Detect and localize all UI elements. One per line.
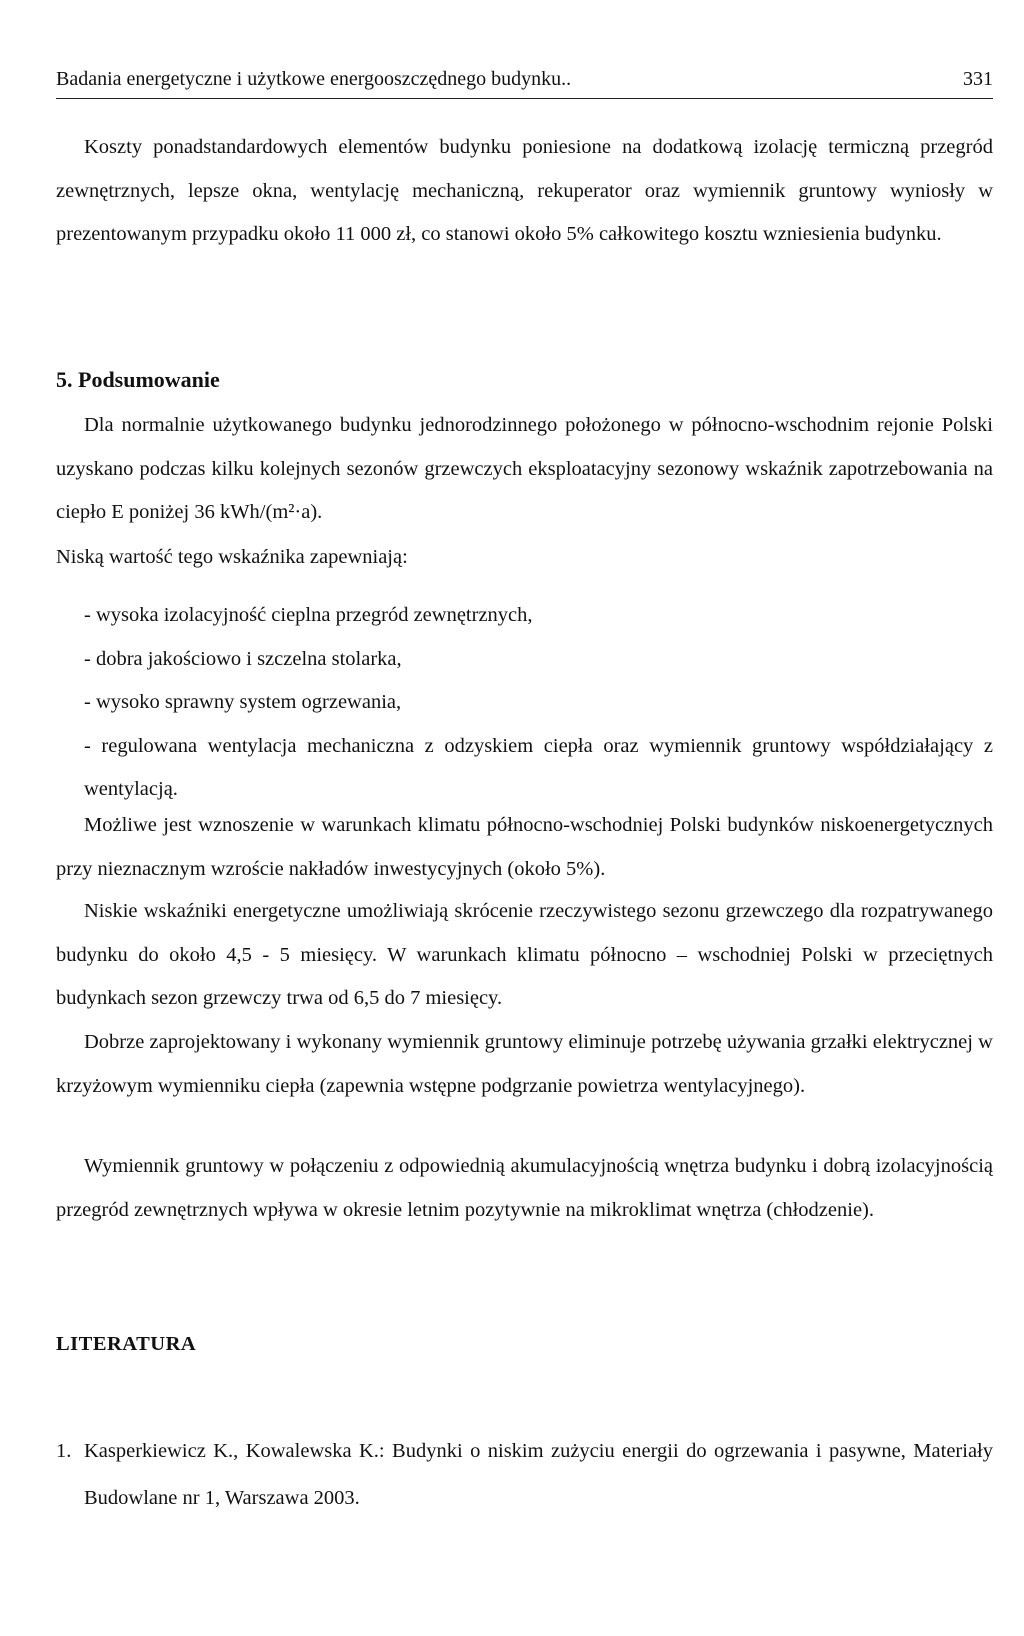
reference-text: Kasperkiewicz K., Kowalewska K.: Budynki o niskim zużyciu energii do ogrzewania i pasywne, Materiały Budowlane nr 1, Warszawa 2003.: [84, 1440, 993, 1509]
paragraph-3: Możliwe jest wznoszenie w warunkach klimatu północno-wschodniej Polski budynków niskoenergetycznych przy nieznacznym wzroście nakładów inwestycyjnych (około 5%).: [56, 814, 993, 880]
paragraph-6: Wymiennik gruntowy w połączeniu z odpowiednią akumulacyjnością wnętrza budynku i dobrą izolacyjnością przegród zewnętrznych wpływa w okresie letnim pozytywnie na mikroklimat wnętrza (chłodzenie).: [56, 1155, 993, 1221]
list-item: - regulowana wentylacja mechaniczna z odzyskiem ciepła oraz wymiennik gruntowy współdziałający z wentylacją.: [84, 734, 993, 801]
list-item: - dobra jakościowo i szczelna stolarka,: [84, 647, 402, 670]
header-title: Badania energetyczne i użytkowe energooszczędnego budynku..: [56, 68, 572, 90]
paragraph-5: Dobrze zaprojektowany i wykonany wymiennik gruntowy eliminuje potrzebę używania grzałki elektrycznej w krzyżowym wymienniku ciepła (zapewnia wstępne podgrzanie powietrza wentylacyjnego).: [56, 1031, 993, 1097]
bullet-list: [84, 594, 993, 812]
paragraph-4: Niskie wskaźniki energetyczne umożliwiają skrócenie rzeczywistego sezonu grzewczego dla rozpatrywanego budynku do około 4,5 - 5 miesięcy. W warunkach klimatu północno – wschodniej Polski w przeciętnych budynkach sezon grzewczy trwa od 6,5 do 7 miesięcy.: [56, 900, 993, 1010]
list-intro: Niską wartość tego wskaźnika zapewniają:: [56, 546, 408, 568]
running-header: [56, 64, 993, 99]
reference-list: [56, 1428, 993, 1522]
page-number: 331: [963, 68, 993, 90]
intro-paragraph: Koszty ponadstandardowych elementów budynku poniesione na dodatkową izolację termiczną przegród zewnętrznych, lepsze okna, wentylację mechaniczną, rekuperator oraz wymiennik gruntowy wyniosły w prezentowanym przypadku około 11 000 zł, co stanowi około 5% całkowitego kosztu wzniesienia budynku.: [56, 136, 993, 246]
reference-item: [56, 1428, 993, 1522]
literature-heading: LITERATURA: [56, 1333, 197, 1355]
list-item: - wysoka izolacyjność cieplna przegród zewnętrznych,: [84, 604, 533, 626]
list-item: - wysoko sprawny system ogrzewania,: [84, 691, 402, 714]
section-heading: 5. Podsumowanie: [56, 367, 220, 392]
reference-number: 1.: [56, 1440, 72, 1462]
summary-paragraph: Dla normalnie użytkowanego budynku jednorodzinnego położonego w północno-wschodnim rejonie Polski uzyskano podczas kilku kolejnych sezonów grzewczych eksploatacyjny sezonowy wskaźnik zapotrzebowania na ciepło E poniżej 36 kWh/(m²·a).: [56, 414, 993, 524]
document-page: [56, 0, 993, 1636]
